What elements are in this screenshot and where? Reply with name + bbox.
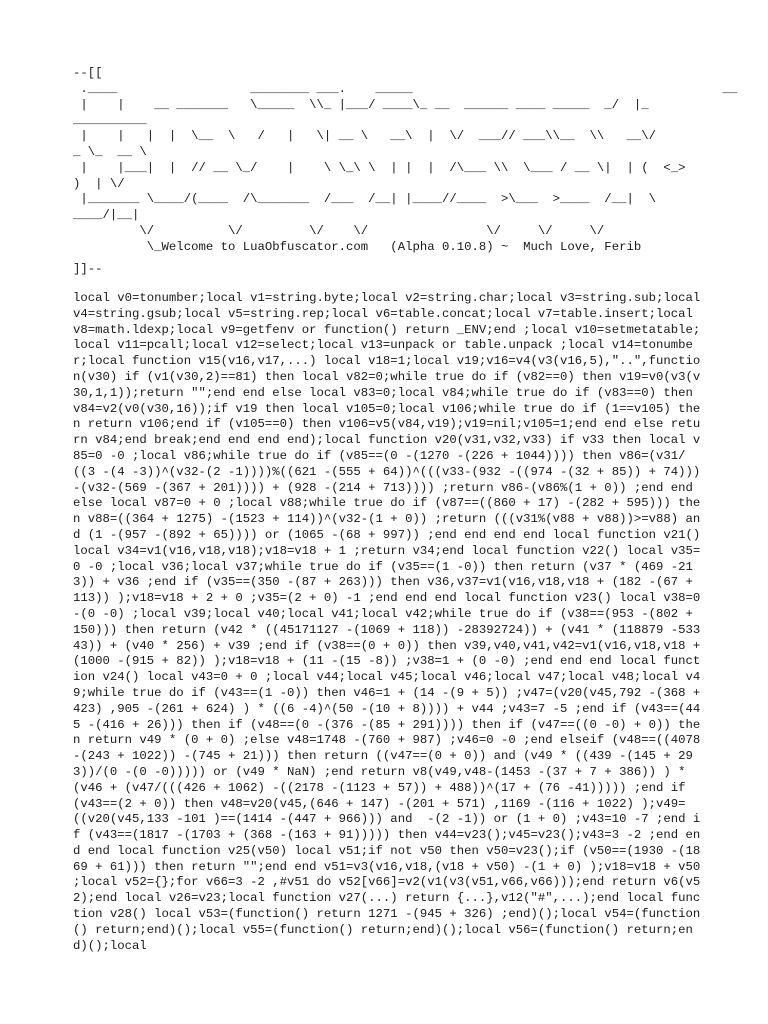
comment-close: ]]-- (73, 262, 103, 276)
ascii-banner-comment: --[[ .____ ________ ___. _____ __ | | __ _______ \_____ \\_ |___/ ____\_ __ ______ ____ _____ _/ |_ __________ | | | | \__ \ / | \| __ \ __\ | \/ ___// ___\\__ \\ __\/ _ \_ __ \ | |___| | // __ \_/ | \ \_\ \ | | | /\___ \\ \___ / __ \| | ( <_> ) | \/ |_______ \____/(____ /\_______ /___ /__| |____//____ >\___ >____ /__| \ ____/|__| \/ \/ \/ \/ \/ \/ \/ \_Welcome to LuaObfuscator.com (Alpha 0.10.8) ~ Much Love, Ferib (73, 66, 738, 254)
obfuscated-lua-code: local v0=tonumber;local v1=string.byte;local v2=string.char;local v3=string.sub;local v4=string.gsub;local v5=string.rep;local v6=table.concat;local v7=table.insert;local v8=math.ldexp;local v9=getfenv or function() return _ENV;end ;local v10=setmetatable;local v11=pcall;local v12=select;local v13=unpack or table.unpack ;local v14=tonumber;local function v15(v16,v17,...) local v18=1;local v19;v16=v4(v3(v16,5),"..",function(v30) if (v1(v30,2)==81) then local v82=0;while true do if (v82==0) then v19=v0(v3(v30,1,1));return "";end end else local v83=0;local v84;while true do if (v83==0) then v84=v2(v0(v30,16));if v19 then local v105=0;local v106;while true do if (1==v105) then return v106;end if (v105==0) then v106=v5(v84,v19);v19=nil;v105=1;end end else return v84;end break;end end end end);local function v20(v31,v32,v33) if v33 then local v85=0 -0 ;local v86;while true do if (v85==(0 -(1270 -(226 + 1044)))) then v86=(v31/((3 -(4 -3))^(v32-(2 -1))))%((621 -(555 + 64))^(((v33-(932 -((974 -(32 + 85)) + 74))) -(v32-(569 -(367 + 201)))) + (928 -(214 + 713)))) ;return v86-(v86%(1 + 0)) ;end end else local v87=0 + 0 ;local v88;while true do if (v87==((860 + 17) -(282 + 595))) then v88=((364 + 1275) -(1523 + 114))^(v32-(1 + 0)) ;return (((v31%(v88 + v88))>=v88) and (1 -(957 -(892 + 65)))) or (1065 -(68 + 997)) ;end end end end local function v21() local v34=v1(v16,v18,v18);v18=v18 + 1 ;return v34;end local function v22() local v35=0 -0 ;local v36;local v37;while true do if (v35==(1 -0)) then return (v37 * (469 -213)) + v36 ;end if (v35==(350 -(87 + 263))) then v36,v37=v1(v16,v18,v18 + (182 -(67 + 113)) );v18=v18 + 2 + 0 ;v35=(2 + 0) -1 ;end end end local function v23() local v38=0 -(0 -0) ;local v39;local v40;local v41;local v42;while true do if (v38==(953 -(802 + 150))) then return (v42 * ((45171127 -(1069 + 118)) -28392724)) + (v41 * (118879 -53343)) + (v40 * 256) + v39 ;end if (v38==(0 + 0)) then v39,v40,v41,v42=v1(v16,v18,v18 + (1000 -(915 + 82)) );v18=v18 + (11 -(15 -8)) ;v38=1 + (0 -0) ;end end end local function v24() local v43=0 + 0 ;local v44;local v45;local v46;local v47;local v48;local v49;while true do if (v43==(1 -0)) then v46=1 + (14 -(9 + 5)) ;v47=(v20(v45,792 -(368 + 423) ,905 -(261 + 624) ) * ((6 -4)^(50 -(10 + 8)))) + v44 ;v43=7 -5 ;end if (v43==(445 -(416 + 26))) then if (v48==(0 -(376 -(85 + 291)))) then if (v47==((0 -0) + 0)) then return v49 * (0 + 0) ;else v48=1748 -(760 + 987) ;v46=0 -0 ;end elseif (v48==((4078 -(243 + 1022)) -(745 + 21))) then return ((v47==(0 + 0)) and (v49 * ((439 -(145 + 293))/(0 -(0 -0))))) or (v49 * NaN) ;end return v8(v49,v48-(1453 -(37 + 7 + 386)) ) * (v46 + (v47/(((426 + 1062) -((2178 -(1123 + 57)) + 488))^(17 + (76 -41))))) ;end if (v43==(2 + 0)) then v48=v20(v45,(646 + 147) -(201 + 571) ,1169 -(116 + 1022) );v49=((v20(v45,133 -101 )==(1414 -(447 + 966))) and -(2 -1)) or (1 + 0) ;v43=10 -7 ;end if (v43==(1817 -(1703 + (368 -(163 + 91))))) then v44=v23();v45=v23();v43=3 -2 ;end end end local function v25(v50) local v51;if not v50 then v50=v23();if (v50==(1930 -(1869 + 61))) then return "";end end v51=v3(v16,v18,(v18 + v50) -(1 + 0) );v18=v18 + v50 ;local v52={};for v66=3 -2 ,#v51 do v52[v66]=v2(v1(v3(v51,v66,v66)));end return v6(v52);end local v26=v23;local function v27(...) return {...},v12("#",...);end local function v28() local v53=(function() return 1271 -(945 + 326) ;end)();local v54=(function() return;end)();local v55=(function() return;end)();local v56=(function() return;end)();local (73, 291, 708, 953)
